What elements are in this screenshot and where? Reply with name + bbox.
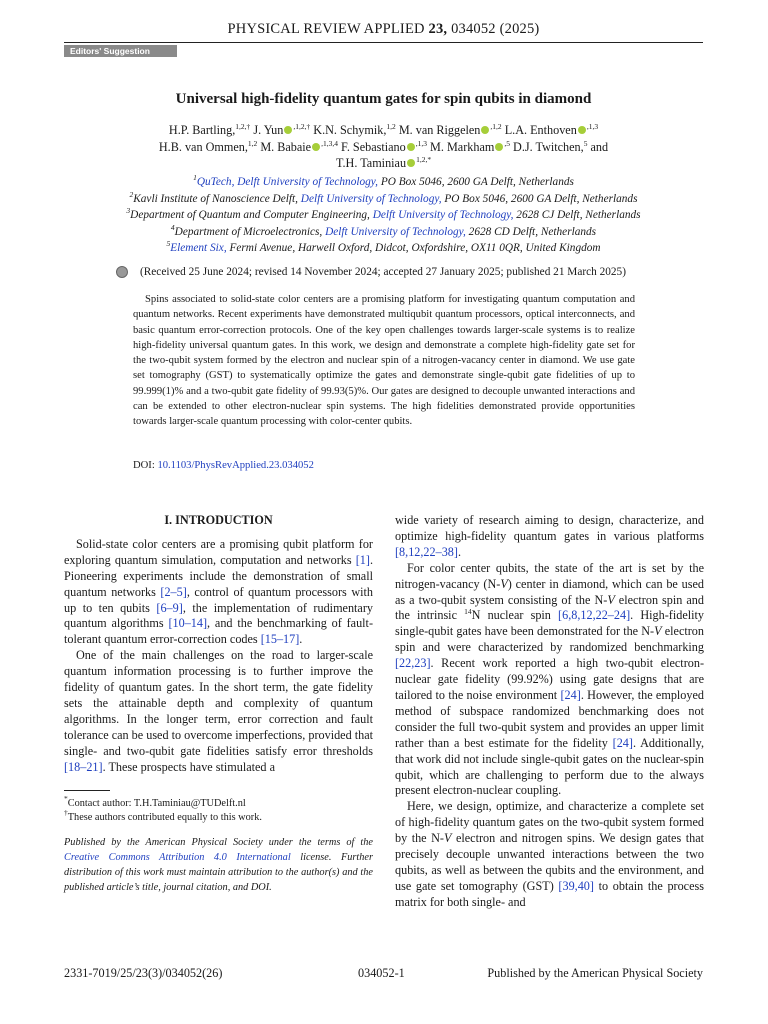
author[interactable]: L.A. Enthoven $^{,1,3}$: [504, 122, 599, 137]
affiliations: [90, 174, 677, 257]
author[interactable]: M. van Riggelen $^{,1,2}$: [398, 122, 502, 137]
received-text: (Received 25 June 2024; revised 14 November 2024; accepted 27 January 2025; published 21 March 2025): [140, 266, 626, 278]
authors-and: and: [590, 139, 609, 154]
footnote-contact: *Contact author: T.H.Taminiau@TUDelft.nl: [64, 793, 246, 809]
journal-header: [64, 21, 703, 38]
affiliation: $^1$QuTech, Delft University of Technology, PO Box 5046, 2600 GA Delft, Netherlands: [193, 173, 574, 188]
affiliation-link[interactable]: Delft University of Technology,: [300, 192, 442, 205]
paragraph: One of the main challenges on the road to larger-scale quantum information processing is to further improve the fidelity of quantum gates. In the short term, the gate fidelity sets the attainable depth and complexity of quantum algorithms. In the longer term, error correction and fault tolerance can be used to overcome imperfections, provided that single- and two-qubit gate fidelities satisfy error thresholds [18–21]. These prospects have stimulated a: [64, 648, 373, 774]
citation-link[interactable]: [6,8,12,22–24]: [558, 608, 631, 623]
doi-link[interactable]: 10.1103/PhysRevApplied.23.034052: [157, 460, 314, 471]
citation-link[interactable]: [6–9]: [156, 600, 183, 615]
license-link[interactable]: Creative Commons Attribution 4.0 International: [64, 851, 291, 863]
orcid-icon[interactable]: [407, 143, 415, 151]
author[interactable]: D.J. Twitchen,$^5$: [513, 138, 588, 154]
author[interactable]: M. Markham $^{,5}$: [430, 138, 510, 154]
author[interactable]: M. Babaie $^{,1,3,4}$: [260, 138, 338, 154]
orcid-icon[interactable]: [495, 143, 503, 151]
citation-link[interactable]: [15–17]: [260, 632, 300, 647]
header-rule: [64, 42, 703, 43]
affiliation-link[interactable]: QuTech, Delft University of Technology,: [196, 176, 378, 188]
issn: 2331-7019/25/23(3)/034052(26): [64, 966, 223, 980]
journal-name: PHYSICAL REVIEW APPLIED: [227, 21, 425, 37]
citation-link[interactable]: [1]: [355, 552, 370, 567]
abstract: Spins associated to solid-state color centers are a promising platform for investigating quantum computation and quantum networks. Recent experiments have demonstrated multiqubit quantum processors, optical interconnects, and basic quantum error-correction protocols. One of the key open challenges towards larger-scale systems is to realize high-fidelity universal quantum gates. In this work, we design and demonstrate a complete high-fidelity gate set for the two-qubit system formed by the electron and nuclear spin of a nitrogen-vacancy center in diamond. We use gate set tomography (GST) to systematically optimize the gates and demonstrate single-qubit gate fidelities of up to 99.999(1)% and a two-qubit gate fidelity of 99.93(5)%. Our gates are designed to decouple unwanted interactions and can be extended to other electron-nuclear spin systems. The high fidelities demonstrated provide opportunities towards larger-scale quantum processing with color-center qubits.: [133, 294, 635, 428]
paper-title: Universal high-fidelity quantum gates for spin qubits in diamond: [175, 91, 592, 107]
left-column: [64, 513, 373, 895]
citation-link[interactable]: [24]: [612, 735, 633, 750]
author[interactable]: H.B. van Ommen,$^{1,2}$: [158, 138, 258, 154]
citation-link[interactable]: [2–5]: [160, 584, 187, 599]
orcid-icon[interactable]: [312, 143, 320, 151]
check-for-updates-icon[interactable]: [116, 266, 128, 278]
affiliation-link[interactable]: Delft University of Technology,: [372, 209, 514, 222]
orcid-icon[interactable]: [407, 159, 415, 167]
affiliation: $^4$Department of Microelectronics, Delft University of Technology, 2628 CD Delft, Netherlands: [170, 222, 597, 238]
paragraph: Here, we design, optimize, and characterize a complete set of high-fidelity quantum gates on the two-qubit system formed by the N-V electron and nitrogen spins. We design gates that precisely decouple unwanted interactions between the two qubits, as well as between the qubits and the environment, and use gate set tomography (GST) [39,40] to obtain the process matrix for both single- and: [395, 799, 705, 909]
orcid-icon[interactable]: [481, 126, 489, 134]
footnote-equal-contribution: †These authors contributed equally to this work.: [64, 807, 262, 823]
section-heading: I. INTRODUCTION: [164, 513, 273, 527]
article-number-year: 034052 (2025): [451, 21, 540, 37]
author[interactable]: H.P. Bartling,$^{1,2,\dagger}$: [168, 122, 251, 137]
author[interactable]: F. Sebastiano $^{,1,3}$: [341, 138, 427, 154]
paragraph: For color center qubits, the state of the art is set by the nitrogen-vacancy (N-V) center in diamond, which can be used as a two-qubit system consisting of the N-V electron spin and the intrinsic $^{14}$N nuclear spin [6,8,12,22–24]. High-fidelity single-qubit gates have been demonstrated for the N-V electron spin and were characterized by randomized benchmarking [22,23]. Recent work reported a high two-qubit electron-nuclear gate fidelity (99.92%) using gate designs that are tailored to the noise environment [24]. However, the employed method of subspace randomized benchmarking does not consider the full two-qubit system and provides an upper limit rather than a best estimate for the fidelity [24]. Additionally, that work did not include single-qubit gates on the nuclear-spin qubit, which are challenging to perform due to the always present electron-nuclear coupling.: [395, 560, 704, 798]
paragraph: wide variety of research aiming to design, characterize, and optimize high-fidelity quantum gates in various platforms [8,12,22–38].: [395, 513, 704, 559]
citation-link[interactable]: [18–21]: [64, 759, 103, 774]
affiliation-link[interactable]: Element Six,: [170, 242, 227, 255]
affiliation: $^5$Element Six, Fermi Avenue, Harwell Oxford, Didcot, Oxfordshire, OX11 0QR, United Kingdom: [166, 239, 601, 255]
affiliation: $^2$Kavli Institute of Nanoscience Delft, Delft University of Technology, PO Box 5046, 2600 GA Delft, Netherlands: [129, 189, 638, 205]
citation-link[interactable]: [10–14]: [168, 616, 208, 631]
affiliation: $^3$Department of Quantum and Computer Engineering, Delft University of Technology, 2628 CJ Delft, Netherlands: [126, 206, 641, 222]
author[interactable]: K.N. Schymik,$^{1,2}$: [313, 122, 396, 137]
orcid-icon[interactable]: [284, 126, 292, 134]
doi-label: DOI:: [133, 460, 155, 471]
paragraph: Solid-state color centers are a promising qubit platform for exploring quantum simulation, computation and networks [1]. Pioneering experiments include the demonstration of small quantum networks [2–5], control of quantum processors with up to ten qubits [6–9], the implementation of rudimentary quantum algorithms [10–14], and the benchmarking of fault-tolerant quantum error-correction codes [15–17].: [64, 536, 374, 647]
editors-suggestion-badge[interactable]: Editors' Suggestion: [64, 45, 177, 57]
citation-link[interactable]: [39,40]: [558, 878, 594, 893]
orcid-icon[interactable]: [578, 126, 586, 134]
author[interactable]: J. Yun $^{,1,2,\dagger}$: [253, 122, 311, 137]
author-list: [100, 122, 667, 172]
citation-link[interactable]: [8,12,22–38]: [395, 544, 458, 559]
right-column: [395, 513, 704, 911]
citation-link[interactable]: [24]: [560, 687, 581, 702]
journal-volume: 23,: [428, 21, 448, 37]
doi: [133, 460, 314, 471]
author[interactable]: T.H. Taminiau $^{1,2,*}$: [335, 155, 432, 170]
page-number: 034052-1: [358, 966, 405, 980]
citation-link[interactable]: [22,23]: [395, 656, 431, 671]
footnote-rule: [64, 790, 110, 791]
license-note: Published by the American Physical Society under the terms of the Creative Commons Attribution 4.0 International license. Further distribution of this work must maintain attribution to the author(s) and the published article’s title, journal citation, and DOI.: [64, 836, 373, 893]
publisher: Published by the American Physical Society: [487, 966, 703, 980]
affiliation-link[interactable]: Delft University of Technology,: [325, 225, 466, 238]
